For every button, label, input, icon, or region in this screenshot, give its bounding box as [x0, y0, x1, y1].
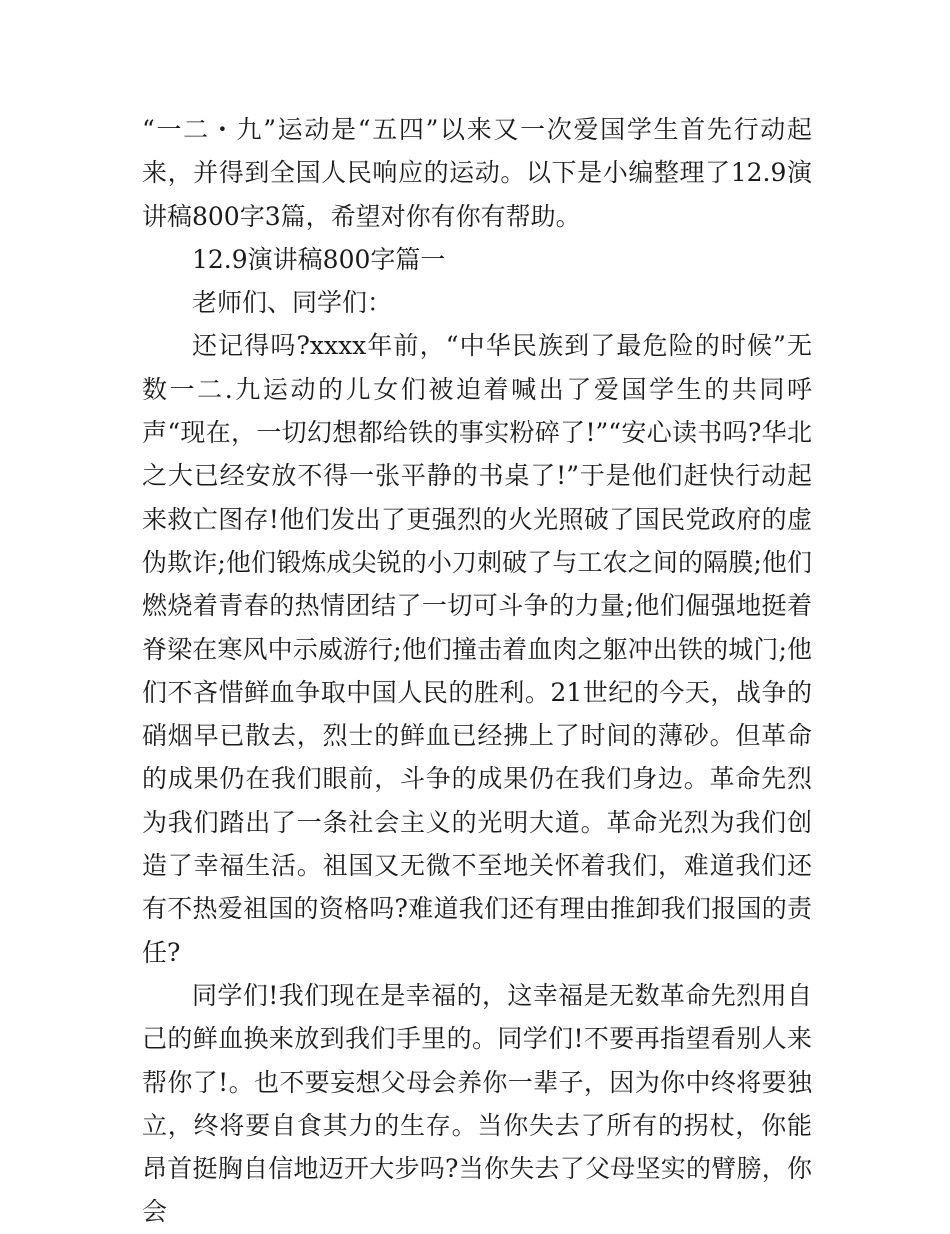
body-paragraph: 还记得吗?xxxx年前，“中华民族到了最危险的时候”无数一二.九运动的儿女们被迫着喊出了爱国学生的共同呼声“现在，一切幻想都给铁的事实粉碎了!”“安心读书吗?华北之大已经安放不得一张平静的书桌了!”于是他们赶快行动起来救亡图存!他们发出了更强烈的火光照破了国民党政府的虚伪欺诈;他们锻炼成尖锐的小刀刺破了与工农之间的隔膜;他们燃烧着青春的热情团结了一切可斗争的力量;他们倔强地挺着脊梁在寒风中示威游行;他们撞击着血肉之躯冲出铁的城门;他们不吝惜鲜血争取中国人民的胜利。21世纪的今天，战争的硝烟早已散去，烈士的鲜血已经拂上了时间的薄砂。但革命的成果仍在我们眼前，斗争的成果仍在我们身边。革命先烈为我们踏出了一条社会主义的光明大道。革命光烈为我们创造了幸福生活。祖国又无微不至地关怀着我们，难道我们还有不热爱祖国的资格吗?难道我们还有理由推卸我们报国的责任?	[142, 331, 812, 967]
document-body	[142, 108, 812, 1234]
body-paragraph: 同学们!我们现在是幸福的，这幸福是无数革命先烈用自己的鲜血换来放到我们手里的。同学们!不要再指望看别人来帮你了!。也不要妄想父母会养你一辈子，因为你中终将要独立，终将要自食其力的生存。当你失去了所有的拐杖，你能昂首挺胸自信地迈开大步吗?当你失去了父母坚实的臂膀，你会	[142, 980, 812, 1227]
intro-paragraph: “一二・九”运动是“五四”以来又一次爱国学生首先行动起来，并得到全国人民响应的运动。以下是小编整理了12.9演讲稿800字3篇，希望对你有你有帮助。	[142, 115, 812, 231]
salutation: 老师们、同学们：	[192, 288, 393, 318]
section-heading: 12.9演讲稿800字篇一	[192, 244, 446, 274]
